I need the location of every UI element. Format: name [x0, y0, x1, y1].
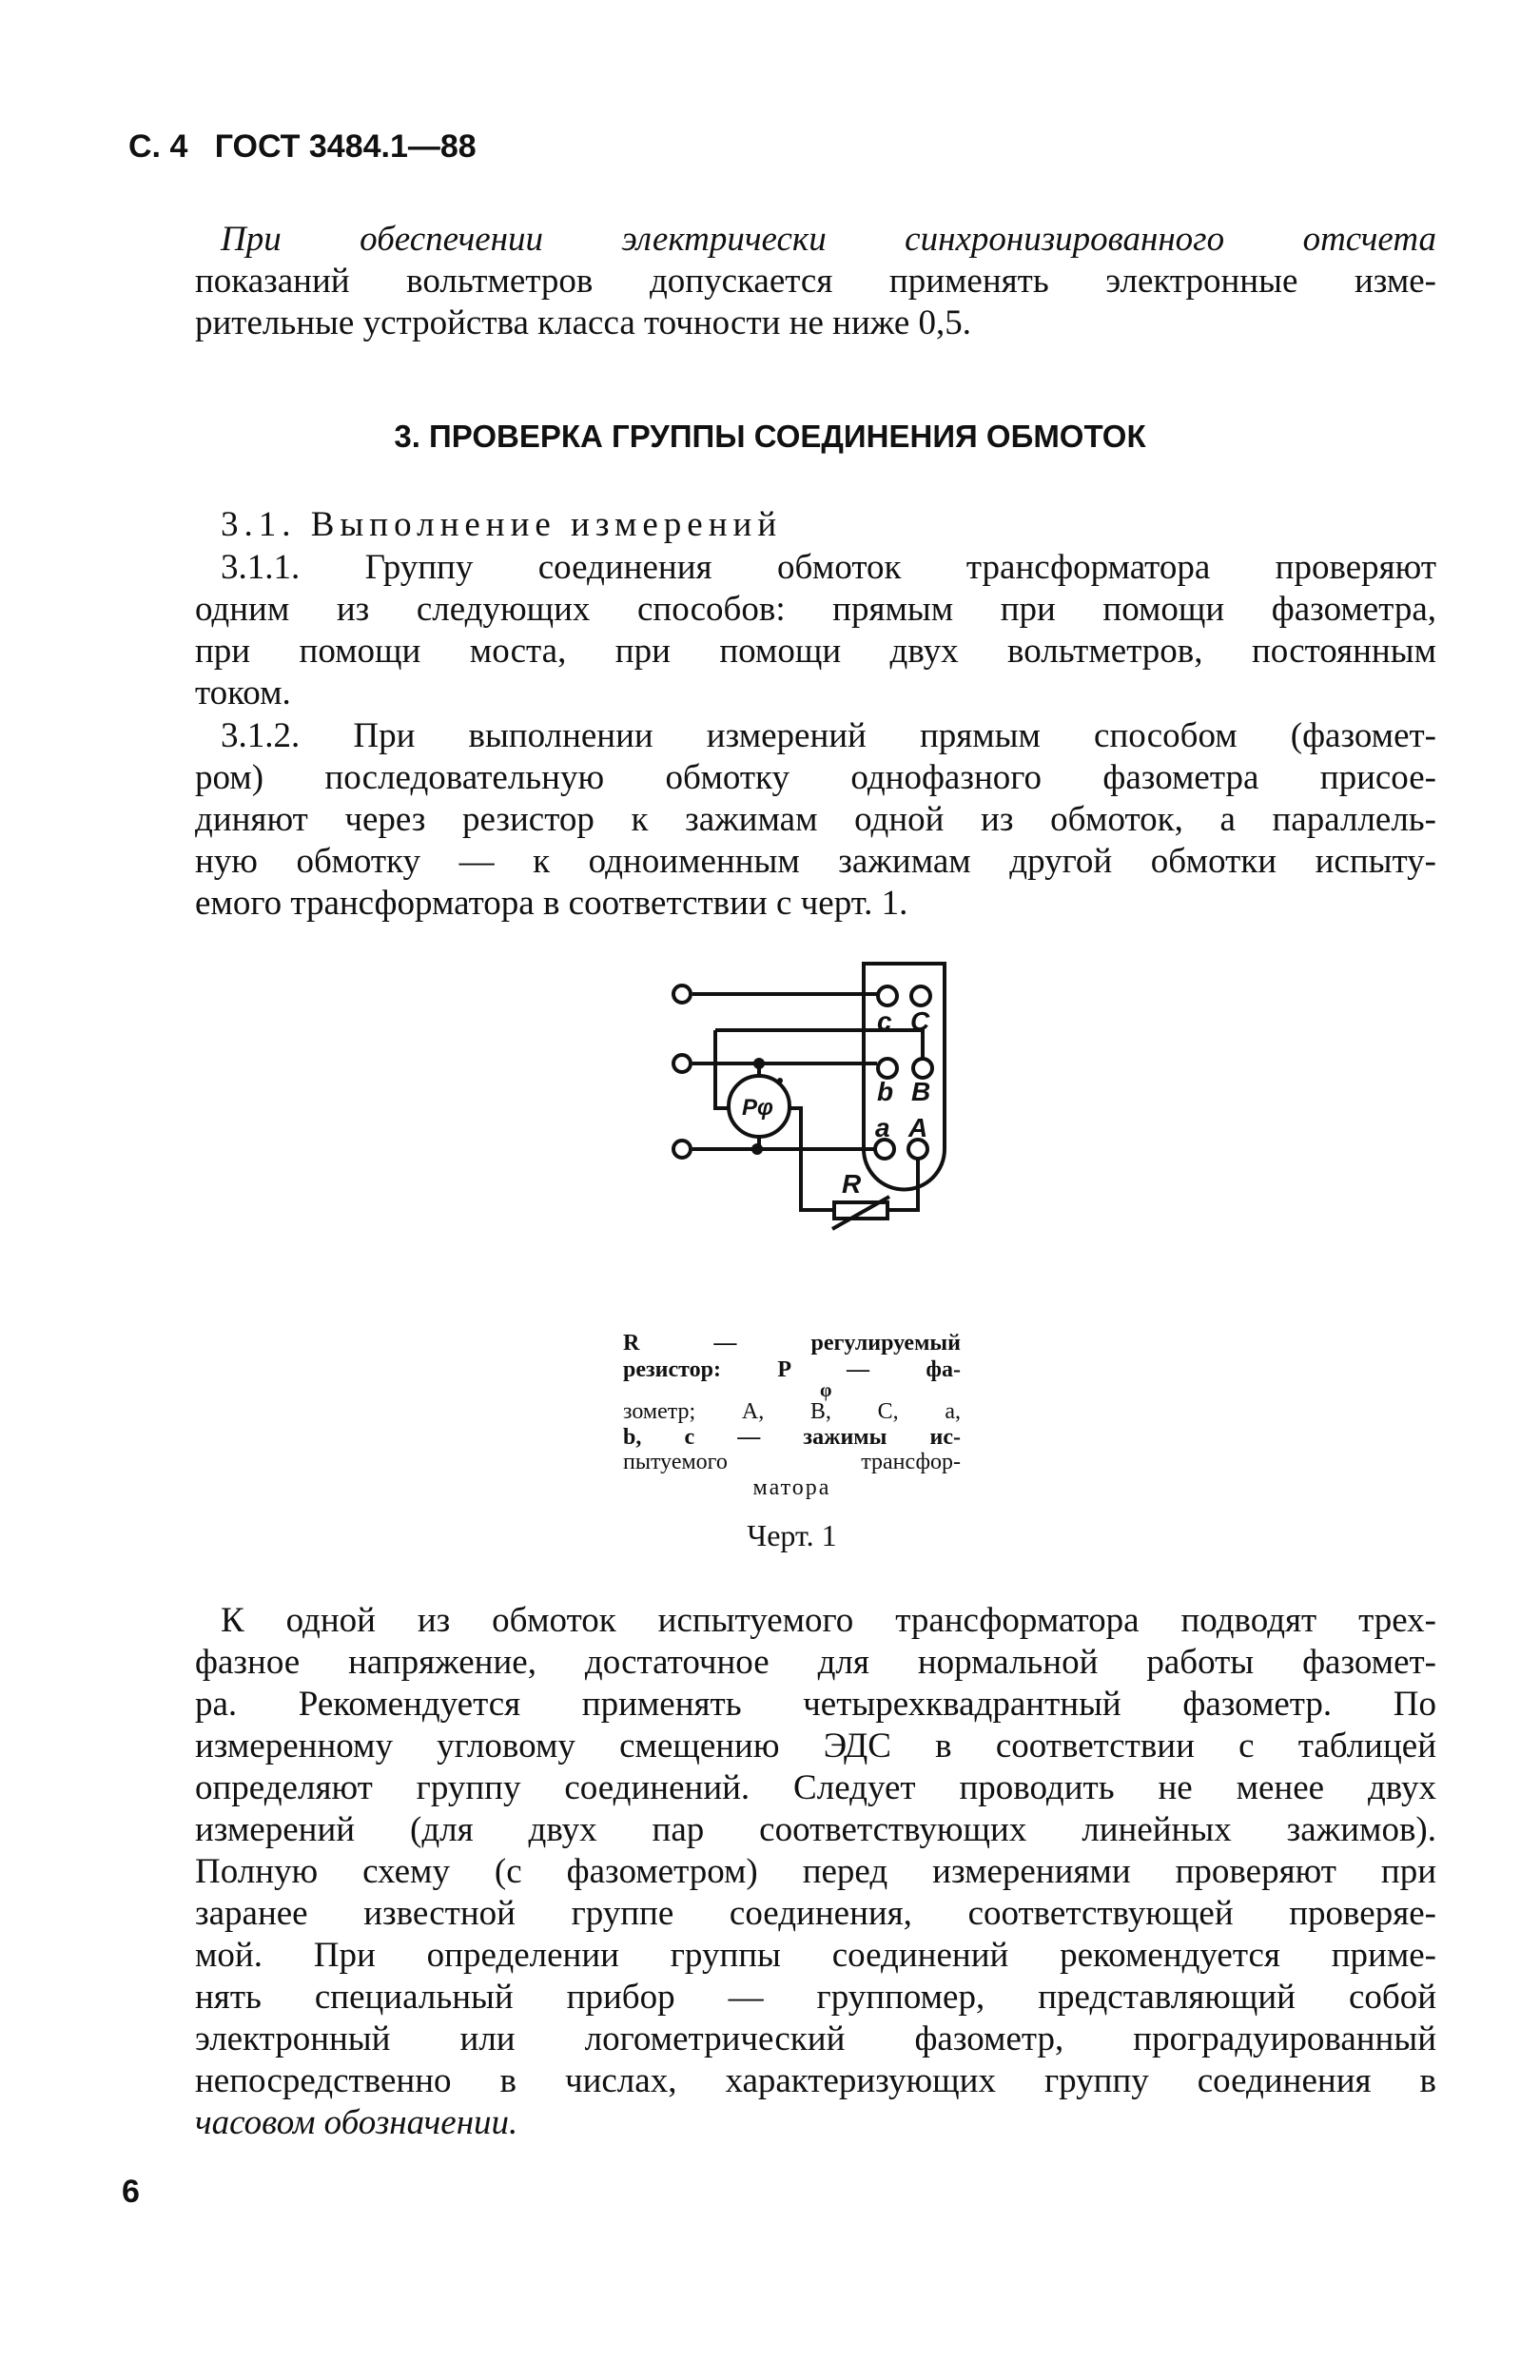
label-b: b [877, 1077, 894, 1106]
body-line: мой. При определении группы соединений рекомендуется приме- [195, 1936, 1436, 1975]
section-heading: 3. ПРОВЕРКА ГРУППЫ СОЕДИНЕНИЯ ОБМОТОК [394, 419, 1146, 454]
figure-label: Черт. 1 [747, 1518, 837, 1552]
resistor [834, 1202, 887, 1219]
intro-line: рительные устройства класса точности не ниже 0,5. [195, 303, 972, 342]
subsection-title: 3.1. Выполнение измерений [221, 505, 783, 544]
header-page: С. 4 [128, 128, 188, 165]
p311-line: при помощи моста, при помощи двух вольтметров, постоянным [195, 632, 1436, 671]
body-line: фазное напряжение, достаточное для нормальной работы фазомет- [195, 1643, 1436, 1682]
body-line: заранее известной группе соединения, соответствующей проверяе- [195, 1894, 1436, 1933]
body-line: измеренному угловому смещению ЭДС в соответствии с таблицей [195, 1726, 1436, 1765]
p312-line: 3.1.2. При выполнении измерений прямым способом (фазомет- [221, 716, 1436, 755]
label-a: a [875, 1113, 890, 1142]
body-line: определяют группу соединений. Следует проводить не менее двух [195, 1768, 1436, 1807]
header-standard: ГОСТ 3484.1—88 [214, 128, 477, 165]
body-line: нять специальный прибор — группомер, представляющий собой [195, 1978, 1436, 2017]
caption-subscript: φ [820, 1380, 832, 1401]
label-R: R [842, 1169, 862, 1199]
caption-line: b, c — зажимы ис- [623, 1425, 961, 1450]
body-line: ра. Рекомендуется применять четырехквадрантный фазометр. По [195, 1685, 1436, 1724]
p311-line: током. [195, 673, 291, 712]
intro-line: показаний вольтметров допускается применять электронные изме- [195, 262, 1436, 301]
page-number: 6 [122, 2174, 140, 2210]
body-line: электронный или логометрический фазометр, проградуированный [195, 2019, 1436, 2058]
body-line: непосредственно в числах, характеризующих группу соединения в [195, 2061, 1436, 2100]
intro-line: При обеспечении электрически синхронизированного отсчета [221, 220, 1436, 259]
p311-line: 3.1.1. Группу соединения обмоток трансформатора проверяют [221, 548, 1436, 587]
body-line: К одной из обмоток испытуемого трансформатора подводят трех- [221, 1601, 1436, 1640]
p312-line: ром) последовательную обмотку однофазного фазометра присое- [195, 758, 1436, 797]
label-A: A [908, 1113, 928, 1142]
body-line: Полную схему (с фазометром) перед измерениями проверяют при [195, 1852, 1436, 1891]
p312-line: емого трансформатора в соответствии с черт. 1. [195, 884, 908, 923]
caption-line: пытуемого трансфор- [623, 1450, 961, 1474]
p312-line: диняют через резистор к зажимам одной из обмоток, а параллель- [195, 800, 1436, 839]
caption-line: R — регулируемый [623, 1331, 961, 1356]
body-line: часовом обозначении. [195, 2103, 518, 2142]
caption-line: резистор: P — фа- [623, 1357, 961, 1382]
label-B: B [911, 1077, 931, 1106]
caption-line: матора [752, 1475, 831, 1500]
caption-line: зометр; A, B, C, a, [623, 1399, 961, 1424]
label-c: c [877, 1006, 892, 1036]
label-phasemeter: Pφ [742, 1095, 773, 1121]
p311-line: одним из следующих способов: прямым при помощи фазометра, [195, 590, 1436, 629]
body-line: измерений (для двух пар соответствующих линейных зажимов). [195, 1810, 1436, 1849]
label-C: C [910, 1006, 930, 1036]
p312-line: ную обмотку — к одноименным зажимам другой обмотки испыту- [195, 842, 1436, 881]
